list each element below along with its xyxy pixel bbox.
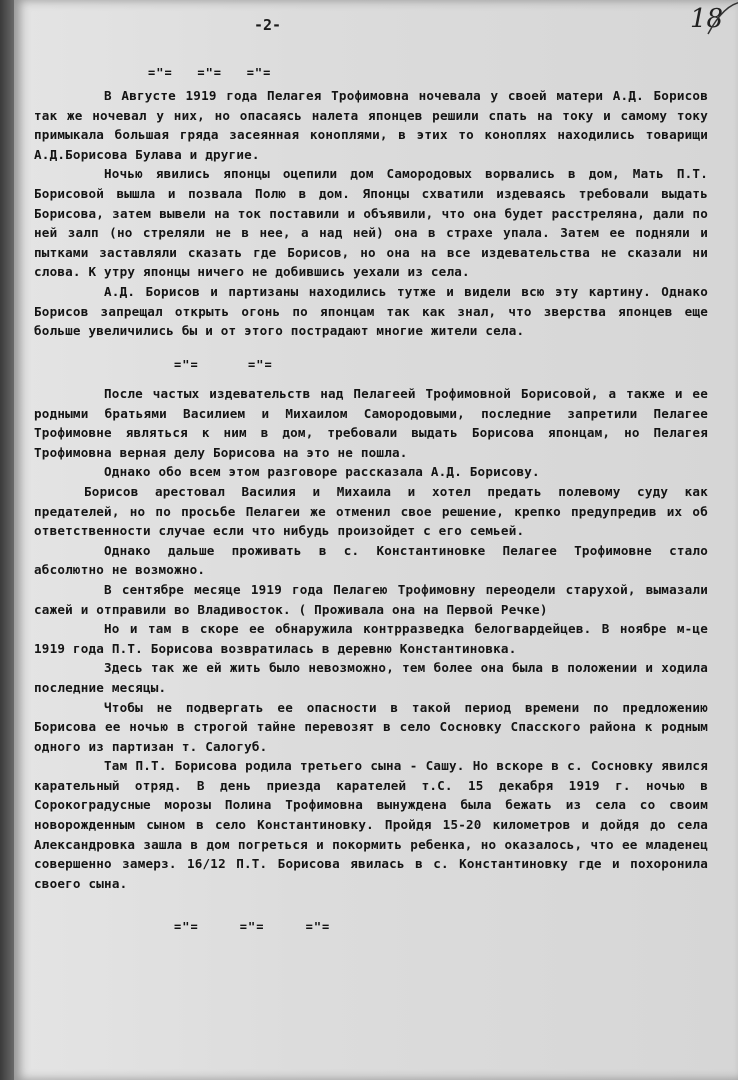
- paragraph-4: После частых издевательств над Пелагеей Трофимовной Борисовой, а также и ее родными братьями Василием и Михаилом Самородовыми, последние запретили Пелагее Трофимовне являться к ним в дом, требовали выдать Борисова японцам, но Пелагея Трофимовна верная делу Борисова на это не пошла.: [34, 386, 708, 460]
- paragraph-8: В сентябре месяце 1919 года Пелагею Трофимовну переодели старухой, вымазали сажей и отправили во Владивосток. ( Проживала она на Первой Речке): [34, 581, 708, 617]
- section-separator: ="= ="= ="=: [148, 66, 272, 80]
- section-separator: ="= ="= ="=: [174, 920, 331, 934]
- paragraph-9: Но и там в скоре ее обнаружила контрразведка белогвардейцев. В ноябре м-це 1919 года П.Т. Борисова возвратилась в деревню Константиновка.: [34, 621, 708, 656]
- section-separator: ="= ="=: [174, 358, 273, 372]
- paragraph-7: Однако дальше проживать в с. Константиновке Пелагее Трофимовне стало абсолютно не возможно.: [34, 542, 708, 578]
- handwritten-stroke-icon: [704, 0, 738, 40]
- text-block-2: [34, 384, 708, 893]
- page-number: -2-: [254, 16, 282, 34]
- paragraph-10: Здесь так же ей жить было невозможно, тем более она была в положении и ходила последние месяцы.: [34, 660, 708, 695]
- handwritten-page-number: 18: [690, 4, 724, 34]
- paragraph-3: А.Д. Борисов и партизаны находились тутже и видели всю эту картину. Однако Борисов запрещал открыть огонь по японцам так как знал, что зверства японцев еще больше увеличились бы и от этого пострадают многие жители села.: [34, 283, 708, 339]
- text-block-1: [34, 86, 708, 341]
- paragraph-2: Ночью явились японцы оцепили дом Самородовых ворвались в дом, Мать П.Т. Борисовой вышла и позвала Полю в дом. Японцы схватили издеваясь требовали выдать Борисова, затем вывели на ток поставили и объявили, что она будет расстреляна, дали по ней залп (но стреляли не в нее, а над ней) она в страхе упала. Затем ее подняли и пытками заставляли сказать где Борисов, но она на все издевательства не сказали ни слова. К утру японцы ничего не добившись уехали из села.: [34, 166, 708, 280]
- paragraph-1: В Августе 1919 года Пелагея Трофимовна ночевала у своей матери А.Д. Борисов так же ночевал у них, но опасаясь налета японцев решили спать на току и самому току примыкала большая гряда засеянная коноплями, в этих то коноплях находились товарищи А.Д.Борисова Булава и другие.: [34, 88, 708, 162]
- scan-left-edge: [0, 0, 14, 1080]
- paragraph-6: Борисов арестовал Василия и Михаила и хотел предать полевому суду как предателей, но по просьбе Пелагеи же отменил свое решение, крепко предупредив их об ответственности случае если что нибудь произойдет с его семьей.: [34, 483, 708, 539]
- paragraph-12: Там П.Т. Борисова родила третьего сына - Сашу. Но вскоре в с. Сосновку явился карательный отряд. В день приезда карателей т.С. 15 декабря 1919 г. ночью в Сорокоградусные морозы Полина Трофимовна вынуждена была бежать из села со своим новорожденным сыном в село Константиновку. Пройдя 15-20 километров и дойдя до села Александровка зашла в дом погреться и покормить ребенка, но оказалось, что ее младенец совершенно замерз. 16/12 П.Т. Борисова явилась в с. Константиновку где и похоронила своего сына.: [34, 758, 708, 891]
- paragraph-5: Однако обо всем этом разговоре рассказала А.Д. Борисову.: [104, 464, 540, 480]
- document-page: [14, 0, 738, 1080]
- paragraph-11: Чтобы не подвергать ее опасности в такой период времени по предложению Борисова ее ночью в строгой тайне перевозят в село Сосновку Спасского района к родным одного из партизан т. Салогуб.: [34, 699, 708, 754]
